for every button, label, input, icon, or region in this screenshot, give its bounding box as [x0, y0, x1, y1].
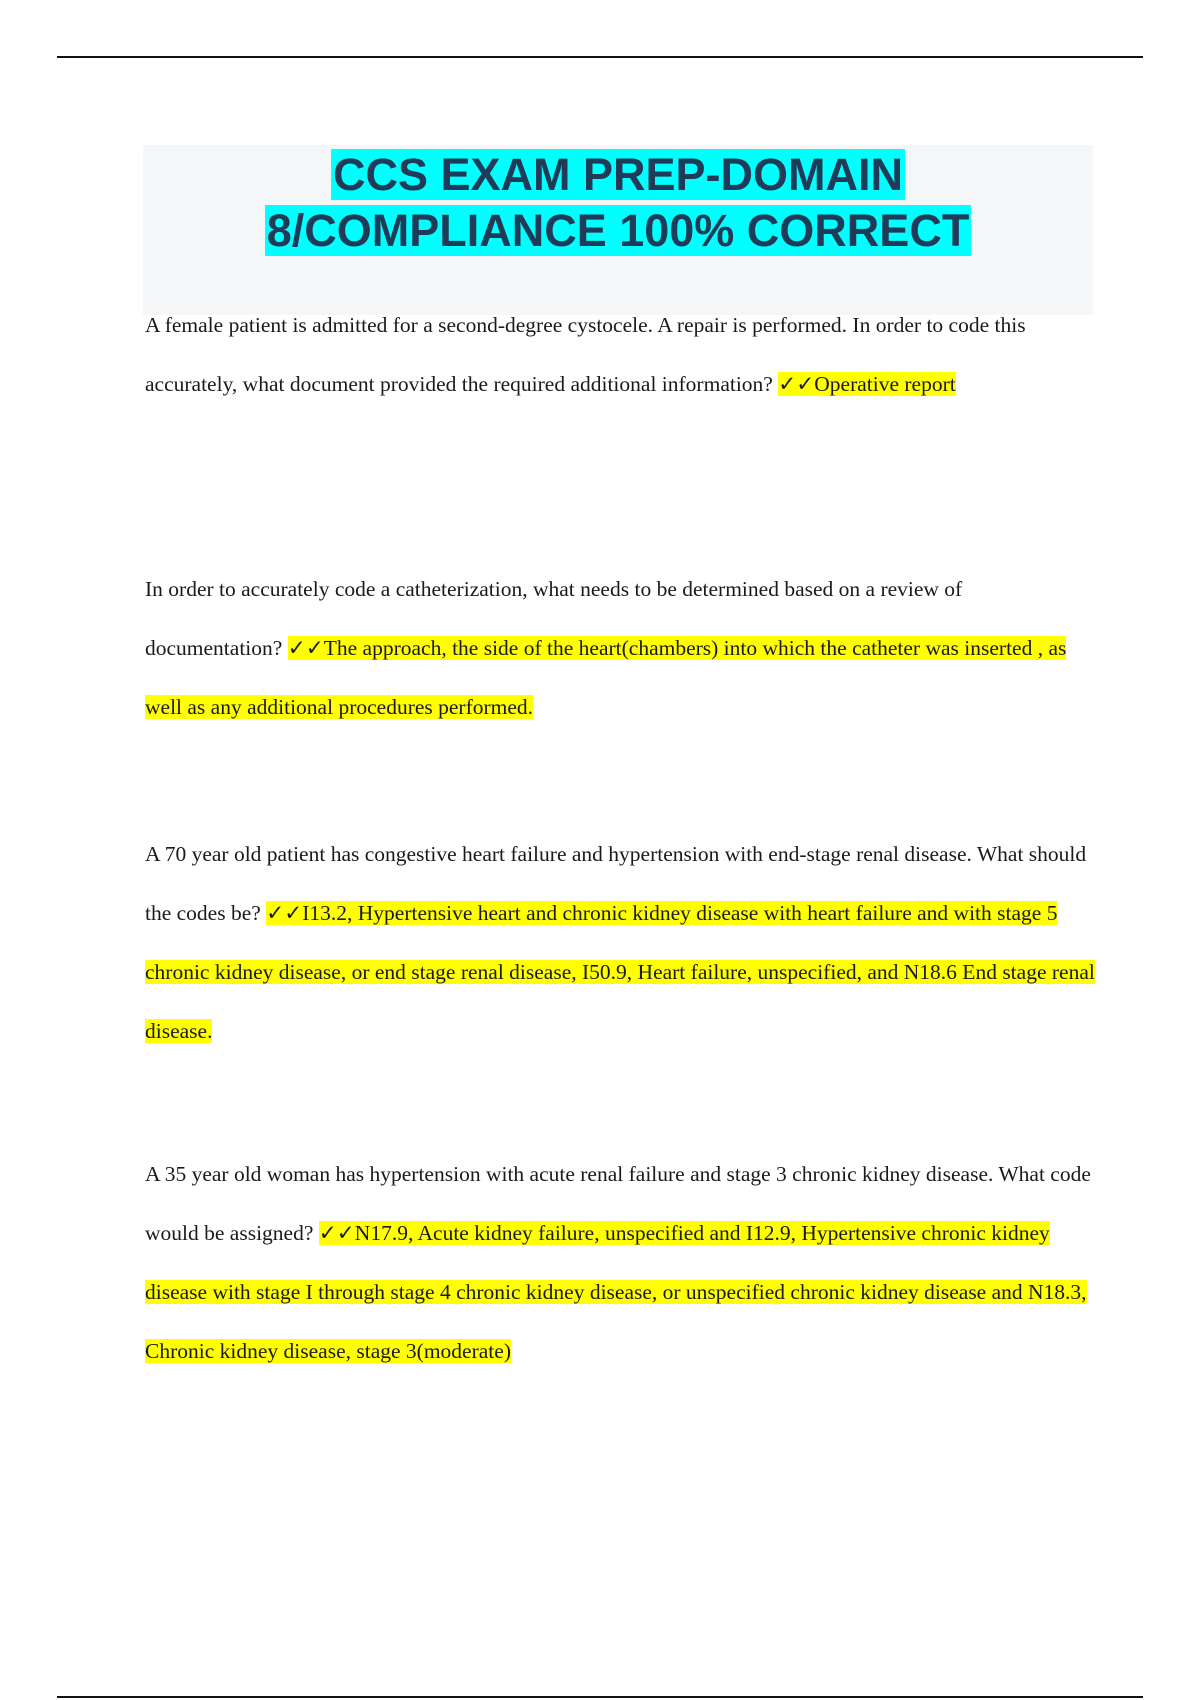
question-2: In order to accurately code a catheterization, what needs to be determined based on a review of documentation?	[145, 577, 963, 660]
question-4: A 35 year old woman has hypertension with acute renal failure and stage 3 chronic kidney disease. What code would be assigned?	[145, 1162, 1091, 1245]
qa-item-1	[145, 296, 1095, 414]
title-block	[143, 145, 1093, 315]
qa-item-4	[145, 1145, 1095, 1381]
answer-2: ✓✓The approach, the side of the heart(chambers) into which the catheter was inserted , as well as any additional procedures performed.	[145, 636, 1067, 719]
title-line-2: 8/COMPLIANCE 100% CORRECT	[266, 205, 970, 256]
question-3: A 70 year old patient has congestive heart failure and hypertension with end-stage renal disease. What should the codes be?	[145, 842, 1087, 925]
answer-4: ✓✓N17.9, Acute kidney failure, unspecified and I12.9, Hypertensive chronic kidney disease with stage I through stage 4 chronic kidney disease, or unspecified chronic kidney disease and N18.3, Chronic kidney disease, stage 3(moderate)	[145, 1221, 1087, 1363]
bottom-rule	[57, 1696, 1143, 1698]
qa-item-2	[145, 560, 1095, 737]
top-rule	[57, 56, 1143, 58]
title-line-1: CCS EXAM PREP-DOMAIN	[332, 149, 904, 200]
question-1: A female patient is admitted for a second-degree cystocele. A repair is performed. In order to code this accurately, what document provided the required additional information?	[145, 313, 1026, 396]
answer-3: ✓✓I13.2, Hypertensive heart and chronic kidney disease with heart failure and with stage 5 chronic kidney disease, or end stage renal disease, I50.9, Heart failure, unspecified, and N18.6 End stage renal disease.	[145, 901, 1095, 1043]
answer-1: ✓✓Operative report	[778, 372, 956, 396]
qa-item-3	[145, 825, 1095, 1061]
document-title	[143, 145, 1093, 259]
